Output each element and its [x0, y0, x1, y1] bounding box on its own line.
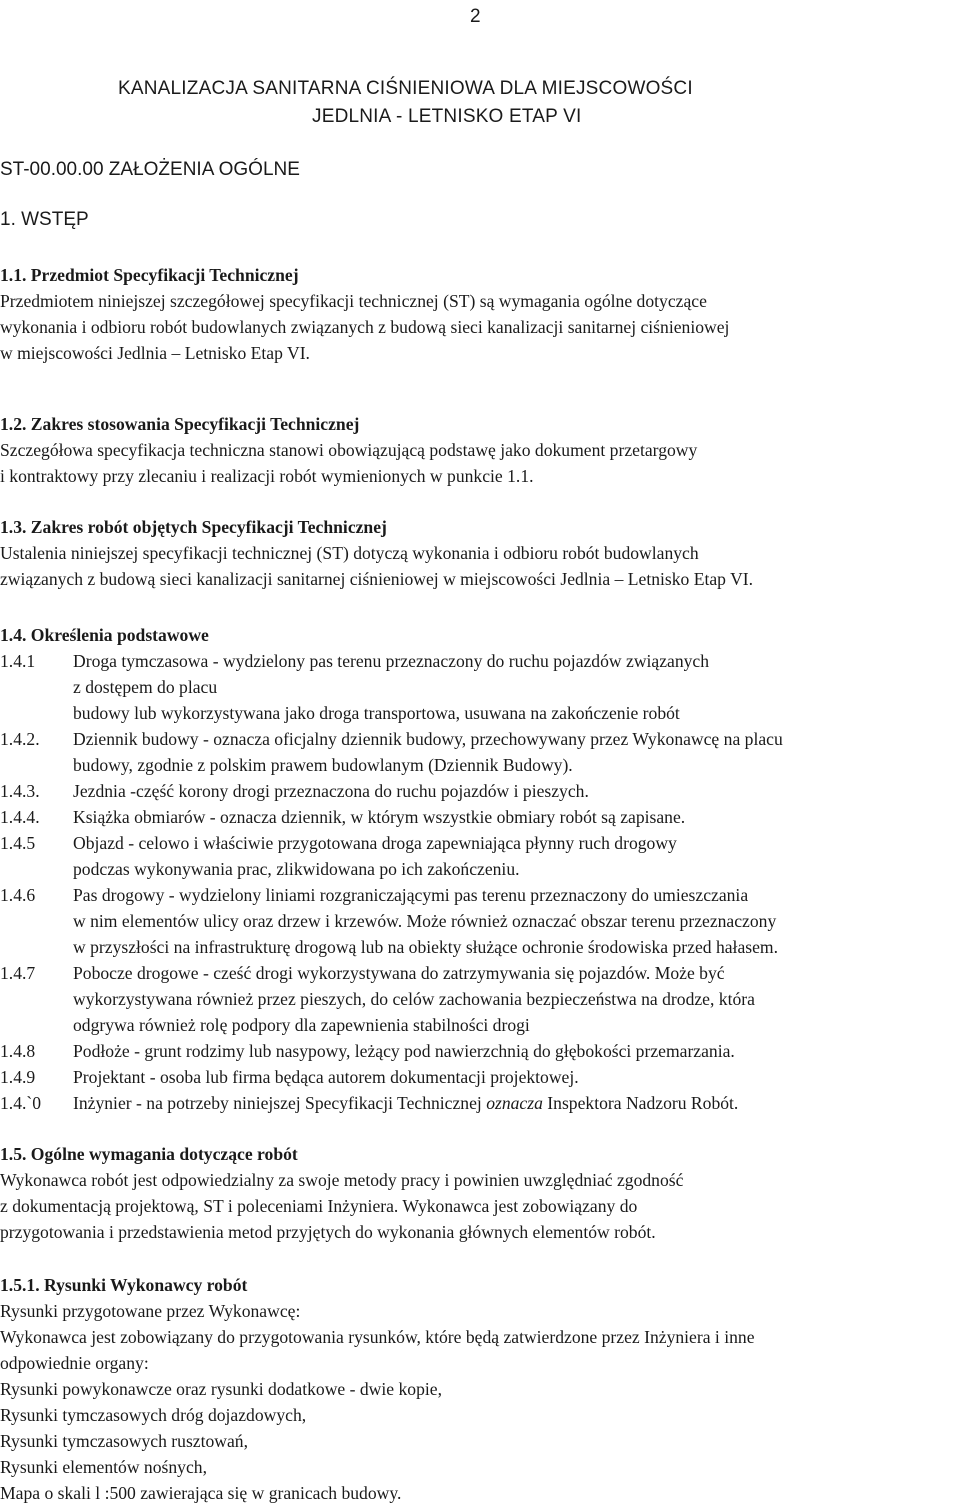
definition-text: Podłoże - grunt rodzimy lub nasypowy, leżący pod nawierzchnią do głębokości przemarzania.	[73, 1041, 735, 1061]
paragraph-line: Rysunki przygotowane przez Wykonawcę:	[0, 1301, 301, 1321]
definition-number: 1.4.2.	[0, 729, 40, 749]
paragraph-line: w miejscowości Jedlnia – Letnisko Etap VI.	[0, 343, 310, 363]
section-1-2	[0, 411, 960, 489]
definition-number: 1.4.7	[0, 963, 36, 983]
definition-text: Jezdnia -część korony drogi przeznaczona do ruchu pojazdów i pieszych.	[73, 781, 589, 801]
paragraph-line: Wykonawca jest zobowiązany do przygotowania rysunków, które będą zatwierdzone przez Inżyniera i inne	[0, 1327, 755, 1347]
definition-text: budowy, zgodnie z polskim prawem budowlanym (Dziennik Budowy).	[73, 755, 573, 775]
definition-text: Droga tymczasowa - wydzielony pas terenu przeznaczony do ruchu pojazdów związanych	[73, 651, 710, 671]
section-heading: 1.5. Ogólne wymagania dotyczące robót	[0, 1144, 298, 1164]
definition-text: z dostępem do placu	[73, 677, 218, 697]
definition-text-part: Inżynier - na potrzeby niniejszej Specyfikacji Technicznej	[73, 1093, 487, 1113]
definition-text-italic: oznacza	[486, 1093, 543, 1113]
list-item: Rysunki tymczasowych rusztowań,	[0, 1431, 249, 1451]
paragraph-line: Wykonawca robót jest odpowiedzialny za swoje metody pracy i powinien uwzględniać zgodność	[0, 1170, 684, 1190]
definition-text: Pobocze drogowe - cześć drogi wykorzystywana do zatrzymywania się pojazdów. Może być	[73, 963, 725, 983]
document-title-line-2: JEDLNIA - LETNISKO ETAP VI	[312, 106, 582, 127]
list-item: Rysunki tymczasowych dróg dojazdowych,	[0, 1405, 307, 1425]
definition-text: w przyszłości na infrastrukturę drogową lub na obiekty służące ochronie środowiska przed hałasem.	[73, 937, 778, 957]
list-item: Rysunki powykonawcze oraz rysunki dodatkowe - dwie kopie,	[0, 1379, 442, 1399]
definition-text: podczas wykonywania prac, zlikwidowana po ich zakończeniu.	[73, 859, 520, 879]
definition-text: Dziennik budowy - oznacza oficjalny dziennik budowy, przechowywany przez Wykonawcę na placu	[73, 729, 783, 749]
section-1-3	[0, 514, 960, 592]
paragraph-line: wykonania i odbioru robót budowlanych związanych z budową sieci kanalizacji sanitarnej ciśnieniowej	[0, 317, 730, 337]
section-heading: 1.1. Przedmiot Specyfikacji Technicznej	[0, 265, 299, 285]
document-title-line-1: KANALIZACJA SANITARNA CIŚNIENIOWA DLA MIEJSCOWOŚCI	[118, 78, 693, 99]
definition-number: 1.4.1	[0, 651, 36, 671]
paragraph-line: Ustalenia niniejszej specyfikacji technicznej (ST) dotyczą wykonania i odbioru robót budowlanych	[0, 543, 699, 563]
definition-number: 1.4.5	[0, 833, 36, 853]
definition-text: Objazd - celowo i właściwie przygotowana droga zapewniająca płynny ruch drogowy	[73, 833, 677, 853]
section-1-4-heading	[0, 622, 209, 648]
spec-code: ST-00.00.00 ZAŁOŻENIA OGÓLNE	[0, 159, 300, 180]
definition-text: Pas drogowy - wydzielony liniami rozgraniczającymi pas terenu przeznaczony do umieszczania	[73, 885, 749, 905]
section-heading: 1.3. Zakres robót objętych Specyfikacji Technicznej	[0, 517, 387, 537]
definition-number: 1.4.9	[0, 1067, 36, 1087]
paragraph-line: związanych z budową sieci kanalizacji sanitarnej ciśnieniowej w miejscowości Jedlnia – Letnisko Etap VI.	[0, 569, 754, 589]
section-1-1	[0, 262, 960, 366]
chapter-heading: 1. WSTĘP	[0, 209, 89, 230]
section-1-5	[0, 1141, 960, 1245]
definition-number: 1.4.6	[0, 885, 36, 905]
definition-text: w nim elementów ulicy oraz drzew i krzewów. Może również oznaczać obszar terenu przeznaczony	[73, 911, 777, 931]
definition-number: 1.4.8	[0, 1041, 36, 1061]
definition-text: Projektant - osoba lub firma będąca autorem dokumentacji projektowej.	[73, 1067, 579, 1087]
paragraph-line: z dokumentacją projektową, ST i poleceniami Inżyniera. Wykonawca jest zobowiązany do	[0, 1196, 638, 1216]
definition-text: wykorzystywana również przez pieszych, do celów zachowania bezpieczeństwa na drodze, która	[73, 989, 755, 1009]
paragraph-line: i kontraktowy przy zlecaniu i realizacji robót wymienionych w punkcie 1.1.	[0, 466, 534, 486]
section-heading: 1.4. Określenia podstawowe	[0, 625, 209, 645]
list-item: Rysunki elementów nośnych,	[0, 1457, 207, 1477]
definition-text: Książka obmiarów - oznacza dziennik, w którym wszystkie obmiary robót są zapisane.	[73, 807, 686, 827]
definition-text: odgrywa również rolę podpory dla zapewnienia stabilności drogi	[73, 1015, 530, 1035]
definition-number: 1.4.4.	[0, 807, 40, 827]
paragraph-line: Przedmiotem niniejszej szczegółowej specyfikacji technicznej (ST) są wymagania ogólne dotyczące	[0, 291, 707, 311]
section-1-5-1	[0, 1272, 960, 1506]
paragraph-line: Szczegółowa specyfikacja techniczna stanowi obowiązującą podstawę jako dokument przetargowy	[0, 440, 698, 460]
section-heading: 1.5.1. Rysunki Wykonawcy robót	[0, 1275, 248, 1295]
paragraph-line: odpowiednie organy:	[0, 1353, 149, 1373]
definition-text-part: Inspektora Nadzoru Robót.	[542, 1093, 739, 1113]
definition-number: 1.4.`0	[0, 1093, 42, 1113]
section-heading: 1.2. Zakres stosowania Specyfikacji Technicznej	[0, 414, 360, 434]
definition-number: 1.4.3.	[0, 781, 40, 801]
page-number: 2	[470, 6, 481, 27]
list-item: Mapa o skali l :500 zawierająca się w granicach budowy.	[0, 1483, 402, 1503]
definition-text	[73, 1090, 738, 1116]
definition-text: budowy lub wykorzystywana jako droga transportowa, usuwana na zakończenie robót	[73, 703, 680, 723]
paragraph-line: przygotowania i przedstawienia metod przyjętych do wykonania głównych elementów robót.	[0, 1222, 656, 1242]
